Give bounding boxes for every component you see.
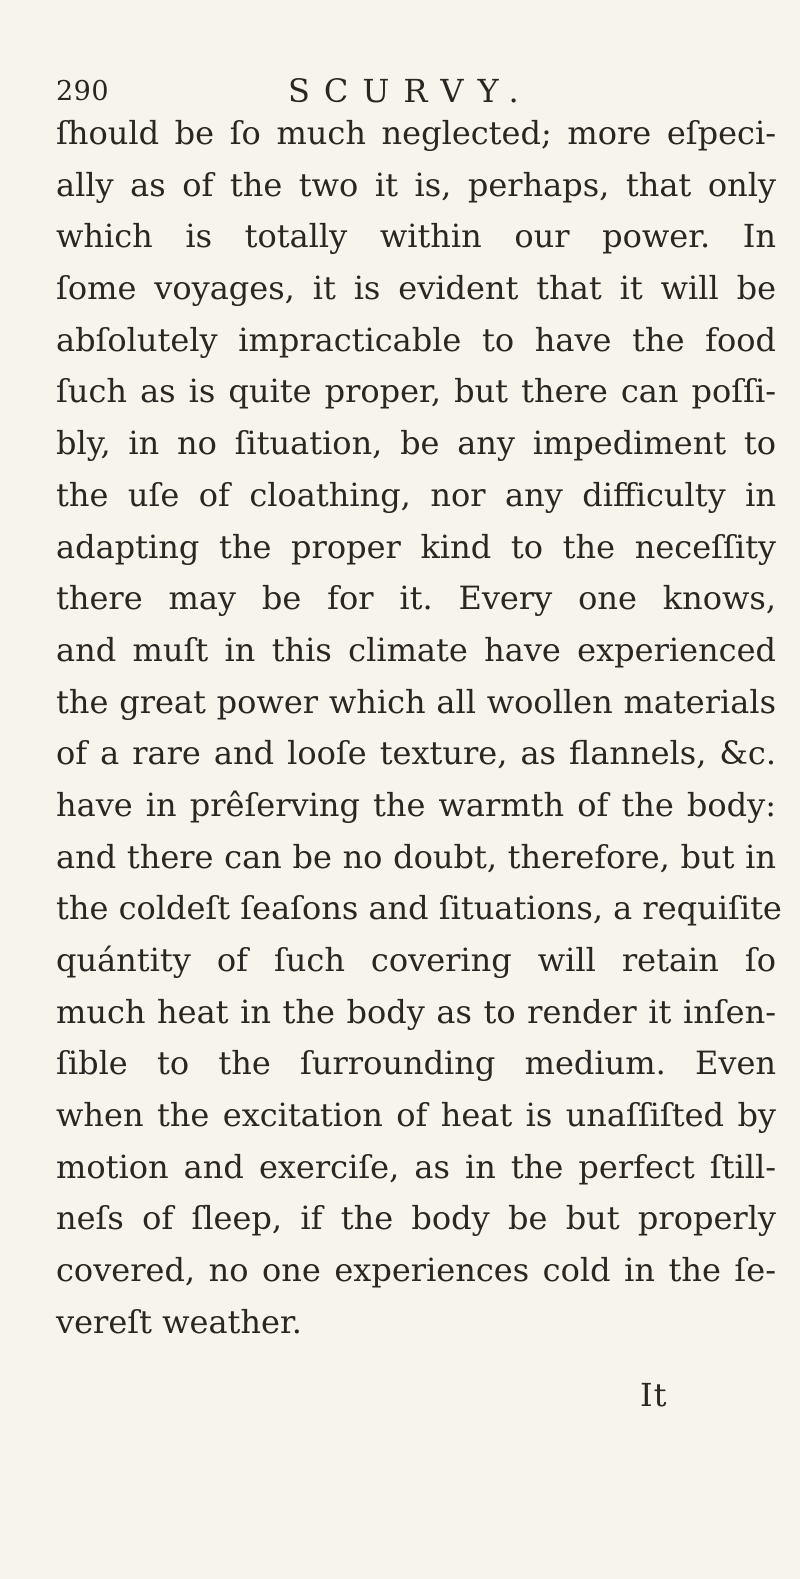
text-line: which is totally within our power. In	[56, 217, 776, 256]
text-line: ſome voyages, it is evident that it will be	[56, 269, 776, 308]
text-line: much heat in the body as to render it inſen-	[56, 992, 776, 1031]
text-line: ally as of the two it is, perhaps, that only	[56, 165, 776, 204]
text-line: adapting the proper kind to the neceſſity	[56, 527, 776, 566]
catchword: It	[640, 1376, 668, 1414]
text-line: ſhould be ſo much neglected; more eſpeci-	[56, 114, 776, 152]
page-header	[56, 72, 756, 112]
text-line: bly, in no ſituation, be any impediment to	[56, 424, 776, 463]
text-line: neſs of ſleep, if the body be but properly	[56, 1199, 776, 1238]
text-line: the uſe of cloathing, nor any difficulty in	[56, 475, 776, 514]
text-line: there may be for it. Every one knows,	[56, 579, 776, 618]
running-title: SCURVY.	[288, 72, 533, 110]
text-line: when the excitation of heat is unaſſiſted by	[56, 1096, 776, 1135]
text-line: and muſt in this climate have experienced	[56, 630, 776, 669]
text-line: motion and exerciſe, as in the perfect ſtill-	[56, 1147, 776, 1186]
text-line: of a rare and looſe texture, as flannels, &c.	[56, 734, 776, 773]
text-line: quántity of ſuch covering will retain ſo	[56, 941, 776, 979]
text-line: ſible to the ſurrounding medium. Even	[56, 1044, 776, 1083]
body-text	[56, 108, 782, 1349]
page-number: 290	[56, 76, 110, 107]
text-line: abſolutely impracticable to have the food	[56, 320, 776, 359]
text-line: ſuch as is quite proper, but there can poſſi-	[56, 372, 776, 411]
text-line: and there can be no doubt, therefore, but in	[56, 837, 776, 876]
text-line: the great power which all woollen materials	[56, 682, 776, 721]
text-line: the coldeſt ſeaſons and ſituations, a requiſite	[56, 889, 782, 928]
text-line: have in prêſerving the warmth of the body:	[56, 785, 776, 824]
text-line-last: vereſt weather.	[56, 1302, 302, 1341]
text-line: covered, no one experiences cold in the ſe-	[56, 1251, 776, 1290]
